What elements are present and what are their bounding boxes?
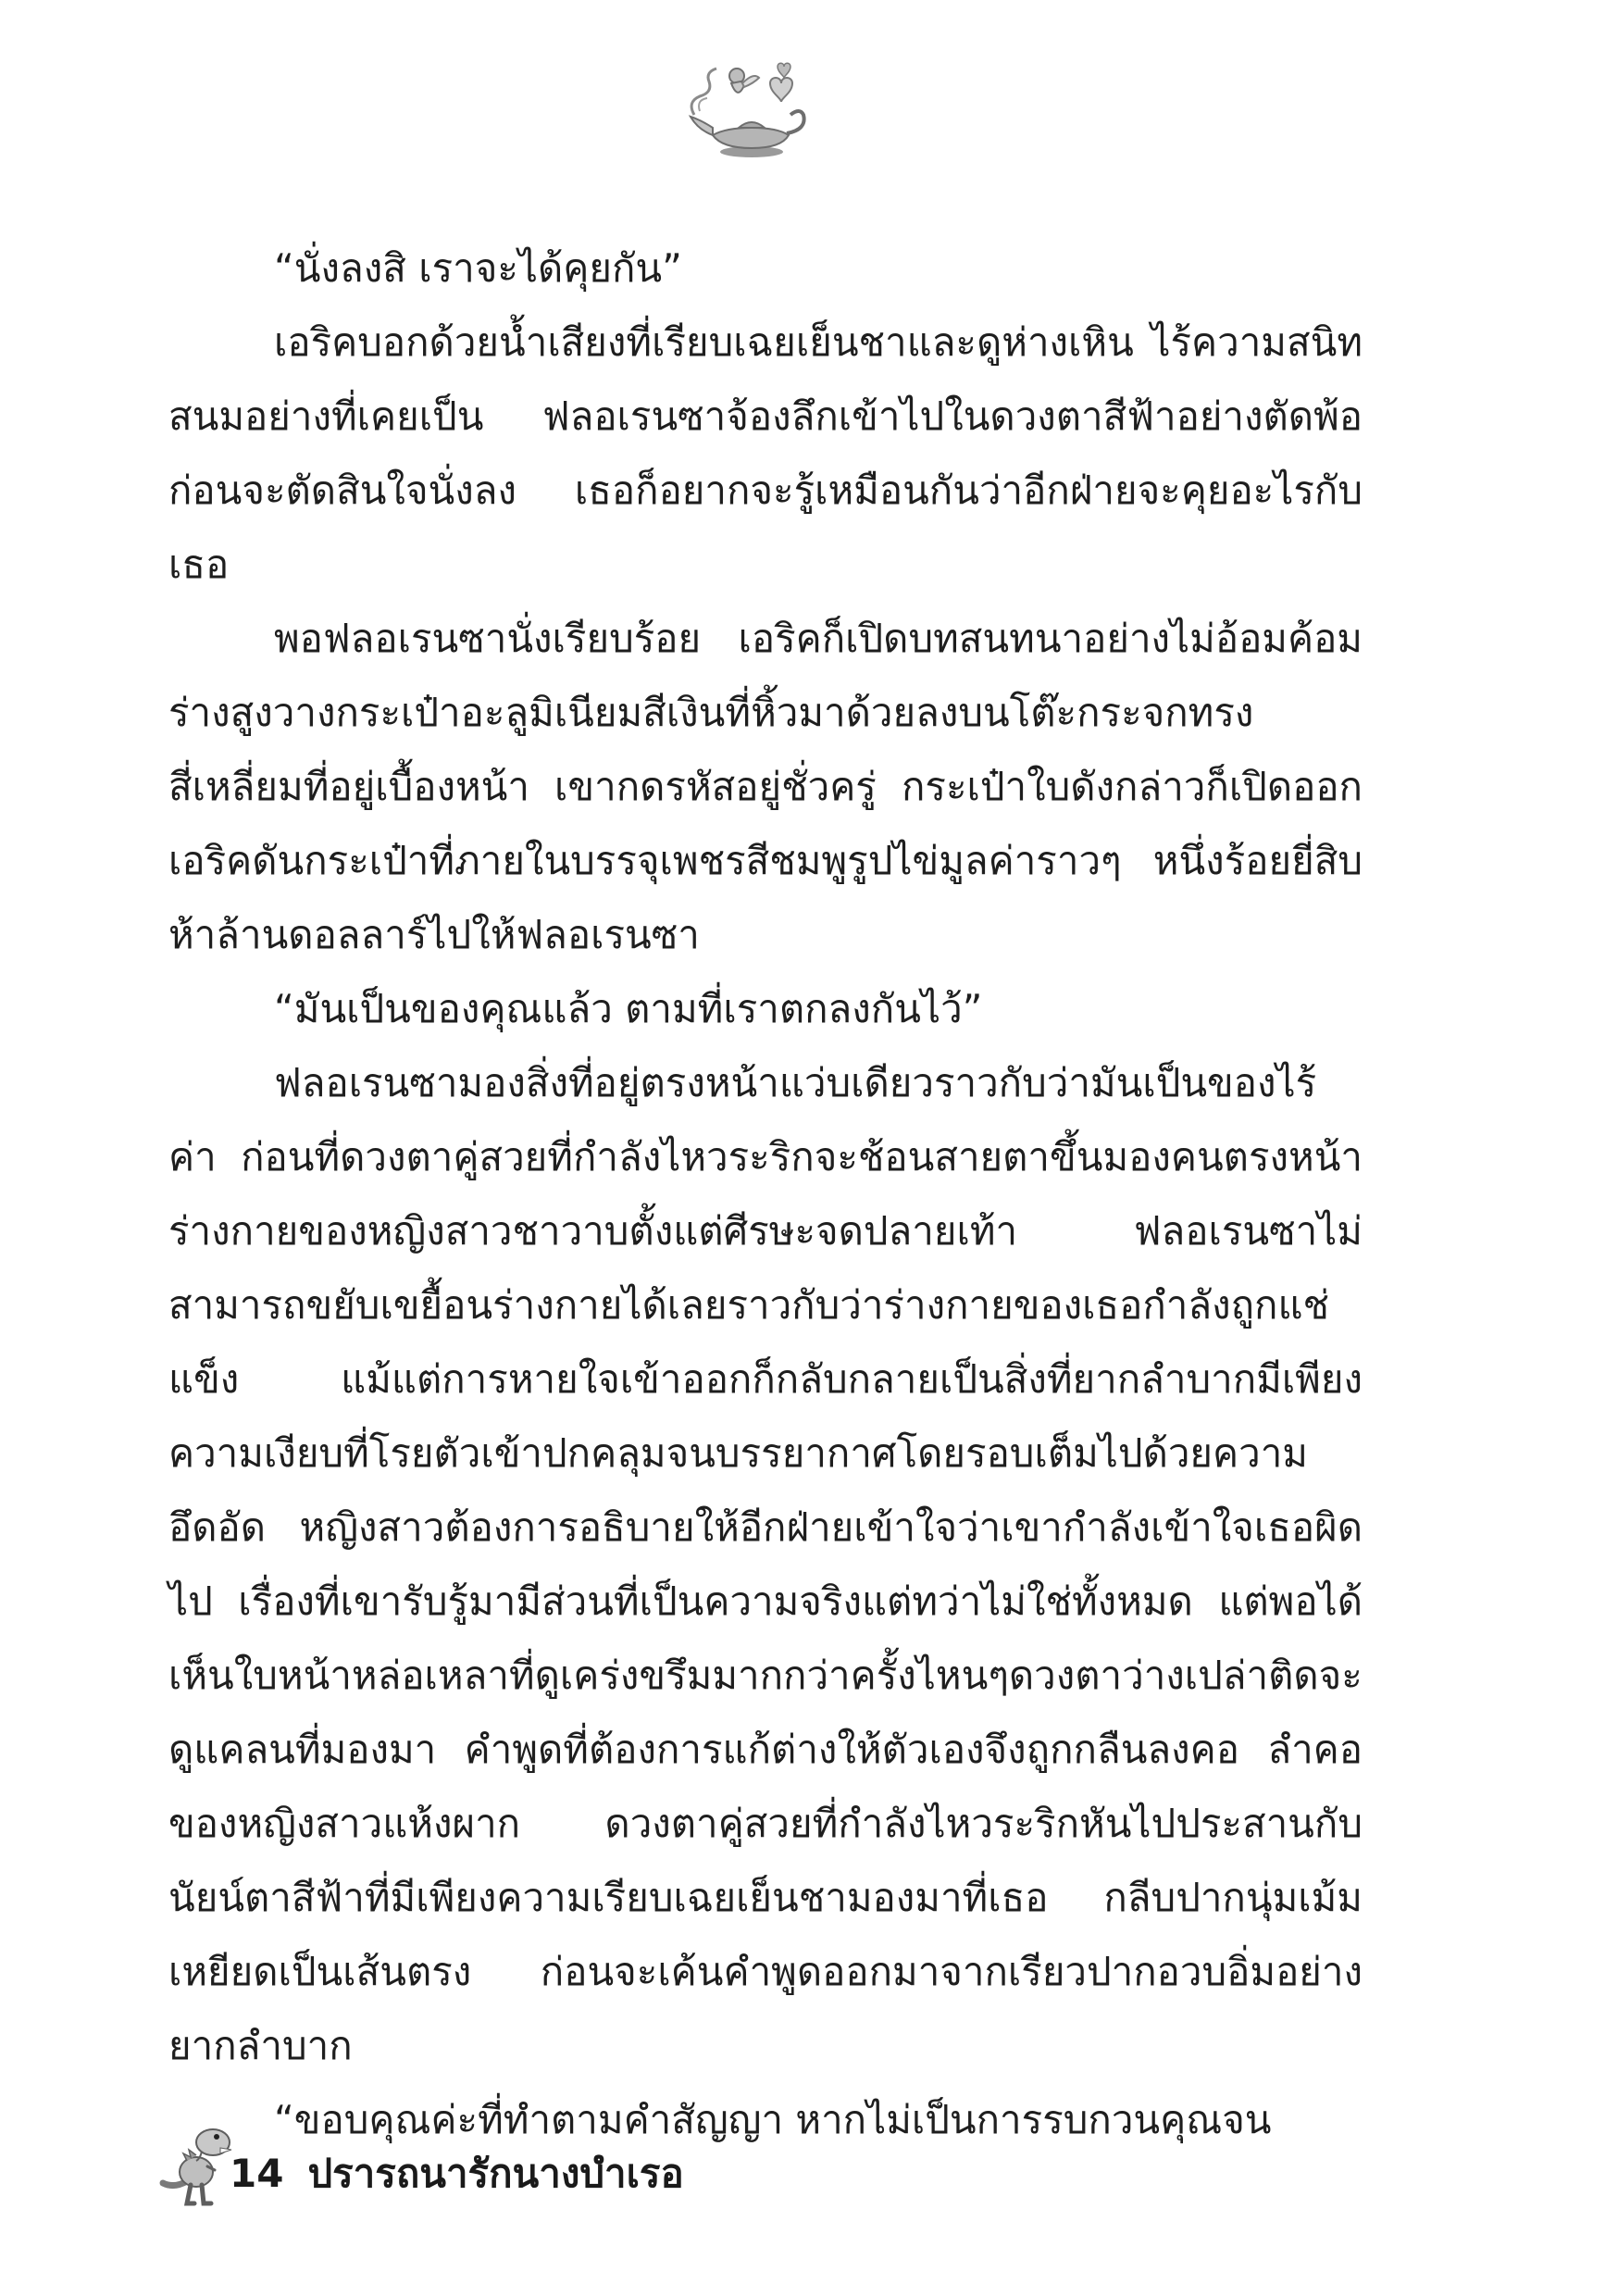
paragraph: พอฟลอเรนซานั่งเรียบร้อย เอริคก็เปิดบทสนทนาอย่างไม่อ้อมค้อม ร่างสูงวางกระเป๋าอะลูมิเนียมสีเงินที่หิ้วมาด้วยลงบนโต๊ะกระจกทรงสี่เหลี่ยมที่อยู่เบื้องหน้า เขากดรหัสอยู่ชั่วครู่ กระเป๋าใบดังกล่าวก็เปิดออก เอริคดันกระเป๋าที่ภายในบรรจุเพชรสีชมพูรูปไข่มูลค่าราวๆ หนึ่งร้อยยี่สิบห้าล้านดอลลาร์ไปให้ฟลอเรนซา <box>168 616 1363 957</box>
page-footer <box>156 2111 803 2213</box>
magic-lamp-cupid-icon <box>685 56 815 167</box>
paragraph: “ขอบคุณค่ะที่ทำตามคำสัญญา หากไม่เป็นการรบกวนคุณจน <box>274 2097 1272 2142</box>
paragraph: “นั่งลงสิ เราจะได้คุยกัน” <box>274 245 682 291</box>
paragraph: เอริคบอกด้วยน้ำเสียงที่เรียบเฉยเย็นชาและดูห่างเหิน ไร้ความสนิทสนมอย่างที่เคยเป็น ฟลอเรนซาจ้องลึกเข้าไปในดวงตาสีฟ้าอย่างตัดพ้อ ก่อนจะตัดสินใจนั่งลง เธอก็อยากจะรู้เหมือนกันว่าอีกฝ่ายจะคุยอะไรกับเธอ <box>168 319 1363 587</box>
body-text <box>168 231 1363 2157</box>
paragraph: ฟลอเรนซามองสิ่งที่อยู่ตรงหน้าแว่บเดียวราวกับว่ามันเป็นของไร้ค่า ก่อนที่ดวงตาคู่สวยที่กำลังไหวระริกจะช้อนสายตาขึ้นมองคนตรงหน้า ร่างกายของหญิงสาวชาวาบตั้งแต่ศีรษะจดปลายเท้า ฟลอเรนซาไม่สามารถขยับเขยื้อนร่างกายได้เลยราวกับว่าร่างกายของเธอกำลังถูกแช่แข็ง แม้แต่การหายใจเข้าออกก็กลับกลายเป็นสิ่งที่ยากลำบากมีเพียงความเงียบที่โรยตัวเข้าปกคลุมจนบรรยากาศโดยรอบเต็มไปด้วยความอึดอัด หญิงสาวต้องการอธิบายให้อีกฝ่ายเข้าใจว่าเขากำลังเข้าใจเธอผิดไป เรื่องที่เขารับรู้มามีส่วนที่เป็นความจริงแต่ทว่าไม่ใช่ทั้งหมด แต่พอได้เห็นใบหน้าหล่อเหลาที่ดูเคร่งขรึมมากกว่าครั้งไหนๆดวงตาว่างเปล่าติดจะดูแคลนที่มองมา คำพูดที่ต้องการแก้ต่างให้ตัวเองจึงถูกกลืนลงคอ ลำคอของหญิงสาวแห้งผาก ดวงตาคู่สวยที่กำลังไหวระริกหันไปประสานกับนัยน์ตาสีฟ้าที่มีเพียงความเรียบเฉยเย็นชามองมาที่เธอ กลีบปากนุ่มเม้มเหยียดเป็นเส้นตรง ก่อนจะเค้นคำพูดออกมาจากเรียวปากอวบอิ่มอย่างยากลำบาก <box>168 1060 1363 2068</box>
page-number: 14 <box>230 2151 284 2196</box>
footer-caption <box>230 2146 684 2202</box>
book-title: ปรารถนารักนางบำเรอ <box>307 2151 684 2196</box>
paragraph: “มันเป็นของคุณแล้ว ตามที่เราตกลงกันไว้” <box>274 986 983 1031</box>
